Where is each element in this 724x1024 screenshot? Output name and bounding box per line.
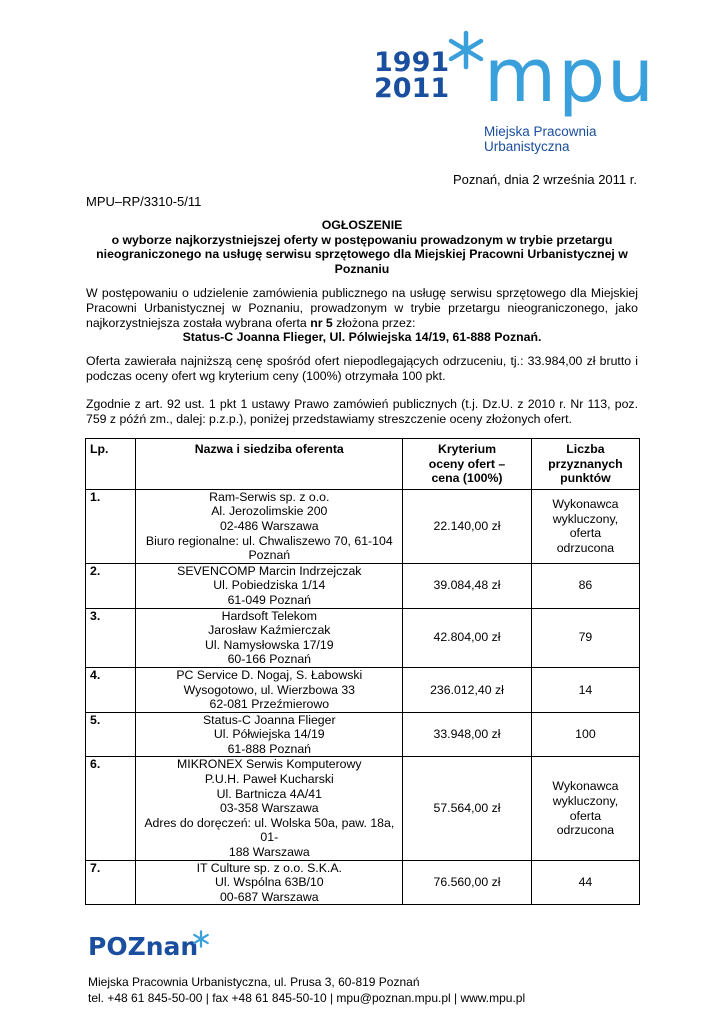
row-bidder-line: Ul. Bartnicza 4A/41 [216,786,322,801]
row-bidder [136,667,403,712]
row-points-line: wykluczony, [552,793,619,808]
row-bidder-line: PC Service D. Nogaj, S. Łabowski [176,667,363,682]
row-bidder-line: 00-687 Warszawa [219,889,319,904]
legal-paragraph: Zgodnie z art. 92 ust. 1 pkt 1 ustawy Prawo zamówień publicznych (t.j. Dz.U. z 2010 r. Nr 113, poz. 759 z późń zm., dalej: p.z.p.), poniżej przedstawiamy streszczenie oceny złożonych ofert. [86,397,638,426]
logo-subtitle: Miejska Pracownia Urbanistyczna [484,124,597,154]
row-points-line: odrzucona [556,823,615,838]
row-bidder-line: Ul. Półwiejska 14/19 [213,727,325,742]
row-bidder [136,860,403,905]
asterisk-star-icon [192,930,210,948]
row-lp: 6. [86,757,136,860]
logo-wordmark: mpu [484,33,656,119]
header-criterion: Kryterium oceny ofert – cena (100%) [403,439,532,490]
row-points [531,860,639,905]
row-lp: 7. [86,860,136,905]
mpu-logo [372,30,682,154]
row-bidder-line: Poznań [248,548,291,563]
row-points-line: 86 [578,578,593,593]
header-lp: Lp. [86,439,136,490]
row-points-line: oferta [569,808,602,823]
poznan-wordmark: POZnan [88,932,199,961]
row-lp: 4. [86,667,136,712]
row-bidder-line: 188 Warszawa [228,845,310,860]
row-bidder-line: 61-049 Poznań [227,592,311,607]
table-row [86,860,640,905]
row-bidder-line: Wysogotowo, ul. Wierzbowa 33 [183,682,356,697]
row-bidder-line: MIKRONEX Serwis Komputerowy [177,757,362,772]
announcement-subtitle: o wyborze najkorzystniejszej oferty w postępowaniu prowadzonym w trybie przetargu nieograniczonego na usługę serwisu sprzętowego dla Miejskiej Pracowni Urbanistycznej w Poznaniu [96,232,628,277]
document-reference: MPU–RP/3310-5/11 [86,194,202,209]
row-bidder-line: P.U.H. Paweł Kucharski [204,772,334,787]
table-row [86,489,640,563]
table-row [86,667,640,712]
row-bidder [136,563,403,608]
row-lp: 2. [86,563,136,608]
footer-address [88,974,525,1006]
row-points-line: 14 [578,682,593,697]
announcement-heading [86,218,638,277]
row-bidder-line: Jarosław Kaźmierczak [208,623,331,638]
row-bidder-line: Ul. Pobiedziska 1/14 [213,578,326,593]
table-row [86,757,640,860]
row-lp: 3. [86,608,136,667]
asterisk-star-icon [446,30,486,70]
row-bidder-line: 03-358 Warszawa [219,801,319,816]
row-bidder-line: Ram-Serwis sp. z o.o. [209,489,330,504]
row-lp: 5. [86,712,136,757]
announcement-title: OGŁOSZENIE [321,218,403,232]
row-bidder-line: 02-486 Warszawa [219,518,319,533]
price-paragraph: Oferta zawierała najniższą cenę spośród ofert niepodlegających odrzuceniu, tj.: 33.984,00 zł brutto i podczas oceny ofert wg kryterium ceny (100%) otrzymała 100 pkt. [86,354,638,383]
winner-line: Status-C Joanna Flieger, Ul. Pólwiejska 14/19, 61-888 Poznań. [182,330,542,345]
row-bidder-line: 61-888 Poznań [227,741,311,756]
header-points: Liczba przyznanych punktów [531,439,639,490]
row-price: 42.804,00 zł [403,608,532,667]
row-bidder-line: SEVENCOMP Marcin Indrzejczak [177,563,362,578]
row-bidder-line: Ul. Wspólna 63B/10 [214,875,324,890]
row-bidder [136,712,403,757]
logo-years [374,47,450,104]
table-row [86,563,640,608]
row-points-line: 79 [578,630,593,645]
selection-text-end: złożona przez: [332,315,416,330]
row-bidder [136,489,403,563]
row-bidder-line: Adres do doręczeń: ul. Wolska 50a, paw. 18a, 01- [144,815,395,845]
row-points-line: wykluczony, [552,511,619,526]
row-price: 57.564,00 zł [403,757,532,860]
row-points [531,757,639,860]
row-points [531,489,639,563]
row-points-line: oferta [569,526,602,541]
table-header-row [86,439,640,490]
row-bidder-line: IT Culture sp. z o.o. S.K.A. [196,860,342,875]
footer-address-line: Miejska Pracownia Urbanistyczna, ul. Prusa 3, 60-819 Poznań [88,975,420,989]
offers-table [85,438,640,905]
row-bidder-line: Hardsoft Telekom [221,608,318,623]
row-bidder-line: Status-C Joanna Flieger [202,712,336,727]
footer-contact-line: tel. +48 61 845-50-00 | fax +48 61 845-50-10 | mpu@poznan.mpu.pl | www.mpu.pl [88,991,526,1005]
poznan-logo [88,930,208,964]
row-points [531,712,639,757]
row-points [531,608,639,667]
header-name: Nazwa i siedziba oferenta [136,439,403,490]
row-bidder-line: Ul. Namysłowska 17/19 [205,637,334,652]
row-bidder-line: 60-166 Poznań [227,652,311,667]
row-price: 39.084,48 zł [403,563,532,608]
table-row [86,608,640,667]
row-points [531,667,639,712]
row-points-line: Wykonawca [552,779,619,794]
row-bidder [136,757,403,860]
row-points-line: 44 [578,875,593,890]
document-date: Poznań, dnia 2 września 2011 r. [452,172,637,187]
row-bidder-line: Biuro regionalne: ul. Chwaliszewo 70, 61-104 [145,533,393,548]
selection-text: W postępowaniu o udzielenie zamówienia publicznego na usługę serwisu sprzętowego dla Miejskiej Pracowni Urbanistycznej w Poznaniu, prowadzonym w trybie przetargu nieograniczonego, jako najkorzystniejsza została wybrana oferta [86,286,638,330]
row-bidder-line: 62-081 Przeźmierowo [209,697,330,712]
row-bidder-line: Al. Jerozolimskie 200 [211,504,328,519]
logo-year-top: 1991 [374,47,450,78]
row-points-line: odrzucona [556,540,615,555]
row-bidder [136,608,403,667]
logo-year-bottom: 2011 [374,73,450,104]
selection-paragraph [86,286,638,345]
row-points [531,563,639,608]
row-lp: 1. [86,489,136,563]
row-price: 76.560,00 zł [403,860,532,905]
table-row [86,712,640,757]
offer-number: nr 5 [310,315,333,330]
row-points-line: 100 [575,727,596,742]
row-price: 22.140,00 zł [403,489,532,563]
row-points-line: Wykonawca [552,497,619,512]
row-price: 33.948,00 zł [403,712,532,757]
row-price: 236.012,40 zł [403,667,532,712]
